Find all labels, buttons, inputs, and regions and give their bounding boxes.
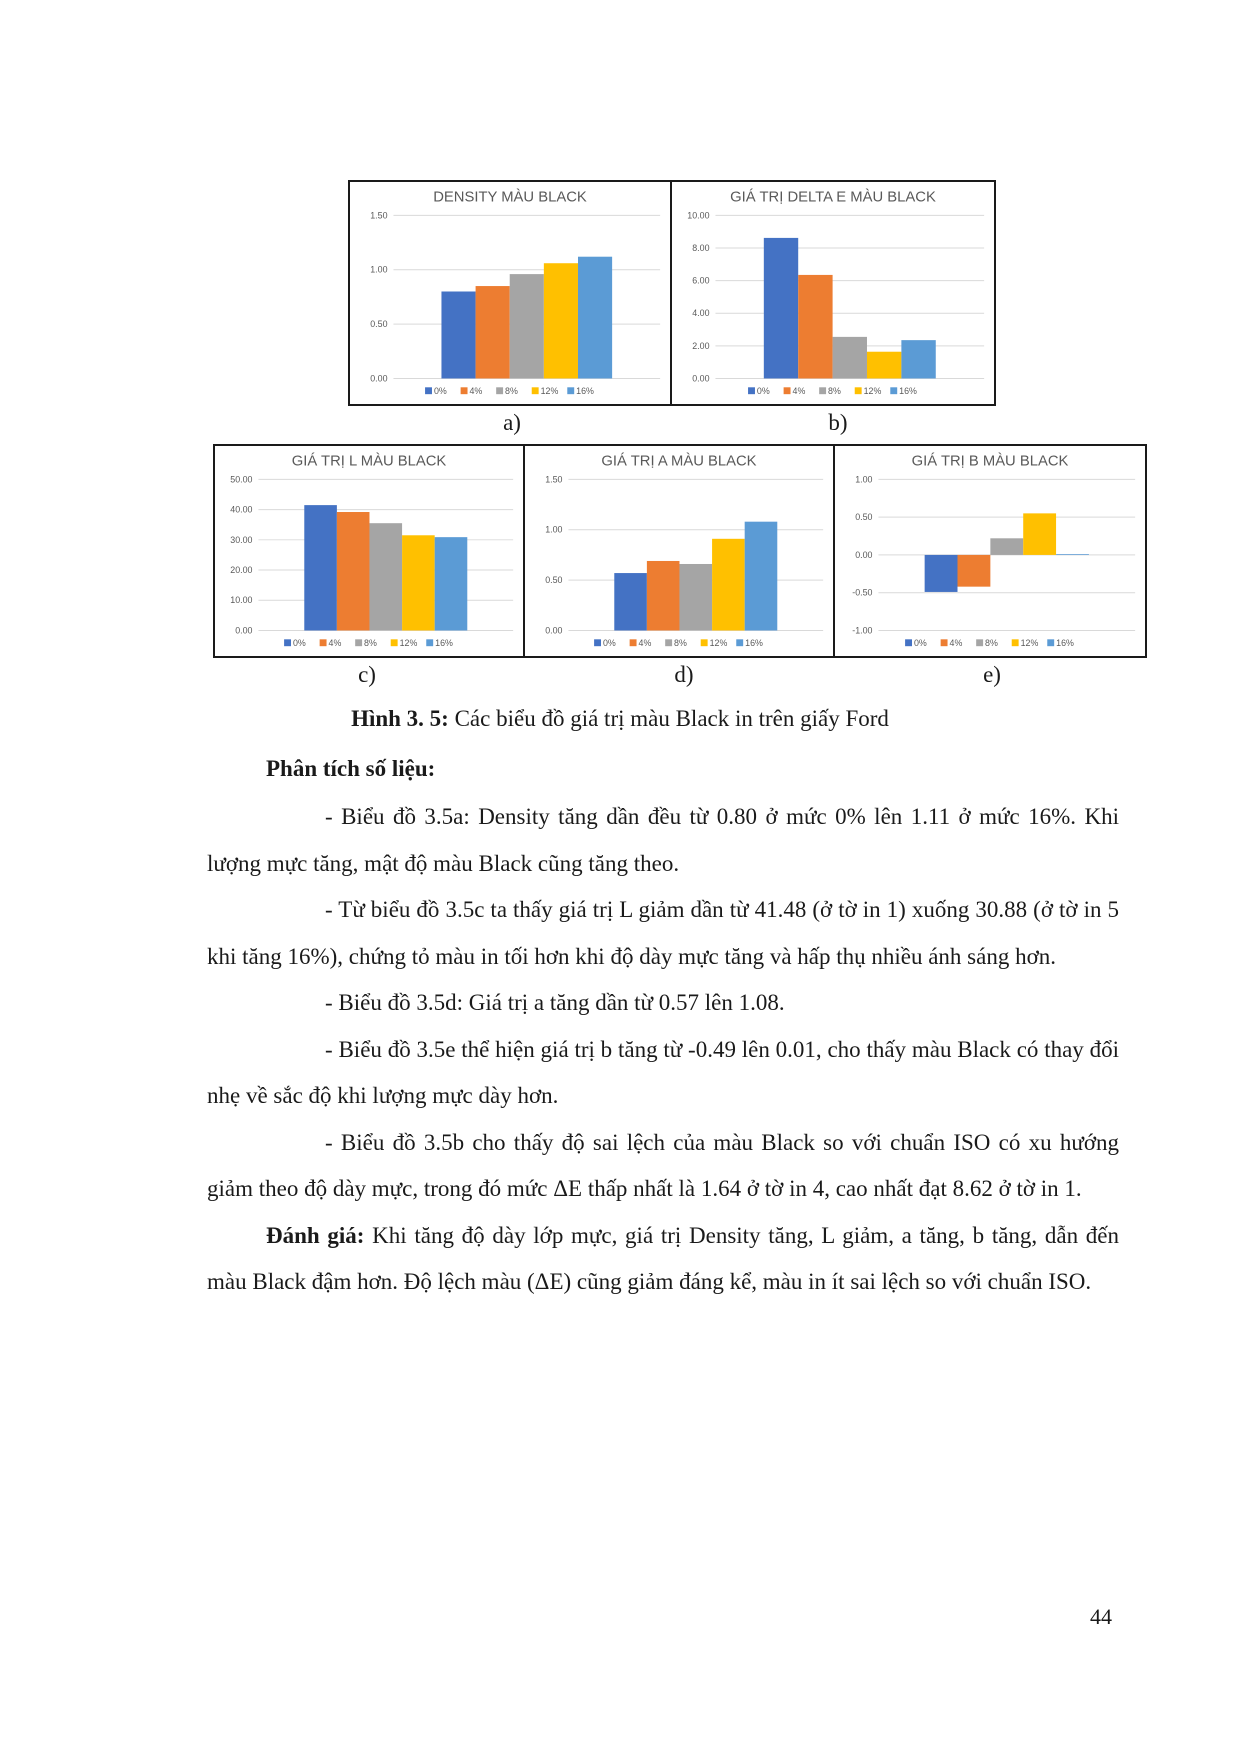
legend-swatch: [855, 387, 862, 394]
legend-swatch: [532, 387, 539, 394]
y-tick-label: 0.00: [855, 549, 873, 560]
bar-4pct: [798, 275, 832, 379]
bar-4pct: [337, 512, 370, 630]
legend-swatch: [425, 387, 432, 394]
y-tick-label: 6.00: [692, 275, 710, 286]
chart-d: [523, 444, 835, 658]
y-tick-label: 8.00: [692, 242, 710, 253]
legend-swatch: [284, 639, 291, 646]
legend-swatch: [701, 639, 708, 646]
legend-swatch: [426, 639, 433, 646]
chart-a: [348, 180, 672, 406]
evaluation-paragraph: [207, 1213, 1119, 1306]
legend-label: 16%: [745, 638, 763, 649]
legend-swatch: [496, 387, 503, 394]
legend-swatch: [594, 639, 601, 646]
bar-0pct: [304, 505, 337, 630]
y-tick-label: 30.00: [230, 534, 253, 545]
bar-16pct: [745, 522, 778, 631]
y-tick-label: 4.00: [692, 308, 710, 319]
y-tick-label: 0.00: [370, 373, 388, 384]
analysis-paragraph: - Từ biểu đồ 3.5c ta thấy giá trị L giảm dần từ 41.48 (ở tờ in 1) xuống 30.88 (ở tờ in 5 khi tăng 16%), chứng tỏ màu in tối hơn khi độ dày mực tăng và hấp thụ nhiều ánh sáng hơn.: [207, 897, 1119, 969]
legend-label: 4%: [792, 386, 806, 397]
y-tick-label: 1.50: [545, 474, 563, 485]
analysis-body: [207, 794, 1119, 1306]
evaluation-text: Khi tăng độ dày lớp mực, giá trị Density tăng, L giảm, a tăng, b tăng, dẫn đến màu Black đậm hơn. Độ lệch màu (ΔE) cũng giảm đáng kể, màu in ít sai lệch so với chuẩn ISO.: [207, 1222, 1119, 1294]
chart-title: GIÁ TRỊ A MÀU BLACK: [601, 453, 757, 470]
y-tick-label: 2.00: [692, 340, 710, 351]
legend-swatch: [391, 639, 398, 646]
y-tick-label: 0.00: [545, 625, 563, 636]
page-number: 44: [1090, 1604, 1112, 1629]
chart-e: [833, 444, 1147, 658]
bar-8pct: [369, 523, 402, 630]
y-tick-label: 1.00: [855, 474, 873, 485]
legend-label: 8%: [674, 638, 687, 649]
y-tick-label: 0.50: [545, 575, 563, 586]
y-tick-label: 0.50: [855, 512, 873, 523]
bar-12pct: [544, 263, 578, 378]
legend-label: 8%: [828, 386, 841, 397]
legend-label: 0%: [602, 638, 616, 649]
legend-label: 12%: [540, 386, 559, 397]
bar-0pct: [614, 573, 647, 630]
legend-label: 16%: [1056, 638, 1074, 649]
caption-prefix: Hình 3. 5:: [351, 706, 449, 731]
legend-label: 0%: [292, 638, 306, 649]
legend-swatch: [665, 639, 672, 646]
legend-swatch: [320, 639, 327, 646]
chart-d-svg: [525, 446, 833, 656]
legend-swatch: [784, 387, 791, 394]
bar-12pct: [1023, 513, 1056, 555]
y-tick-label: 0.50: [370, 319, 388, 330]
bar-0pct: [925, 555, 958, 592]
legend-swatch: [748, 387, 755, 394]
y-tick-label: 0.00: [692, 373, 710, 384]
evaluation-label: Đánh giá:: [266, 1222, 365, 1248]
y-tick-label: -1.00: [852, 625, 873, 636]
chart-title: DENSITY MÀU BLACK: [433, 189, 587, 206]
legend-label: 4%: [638, 638, 652, 649]
sublabel-a: a): [503, 410, 521, 435]
legend-swatch: [1047, 639, 1054, 646]
y-tick-label: 50.00: [230, 474, 253, 485]
bar-0pct: [441, 291, 475, 378]
sublabel-d: d): [674, 662, 694, 687]
chart-b: [670, 180, 996, 406]
sublabel-c: c): [358, 662, 376, 687]
legend-label: 8%: [364, 638, 377, 649]
legend-swatch: [890, 387, 897, 394]
bar-12pct: [712, 539, 745, 631]
figure-caption: [0, 706, 1240, 732]
legend-label: 16%: [899, 386, 917, 397]
chart-c-svg: [215, 446, 523, 656]
analysis-paragraph: - Biểu đồ 3.5e thể hiện giá trị b tăng từ -0.49 lên 0.01, cho thấy màu Black có thay đổi nhẹ về sắc độ khi lượng mực dày hơn.: [207, 1036, 1119, 1108]
y-tick-label: 40.00: [230, 504, 253, 515]
bar-4pct: [647, 561, 680, 631]
legend-label: 12%: [1020, 638, 1039, 649]
y-tick-label: 1.00: [545, 524, 563, 535]
analysis-paragraph: - Biểu đồ 3.5b cho thấy độ sai lệch của màu Black so với chuẩn ISO có xu hướng giảm theo độ dày mực, trong đó mức ΔE thấp nhất là 1.64 ở tờ in 4, cao nhất đạt 8.62 ở tờ in 1.: [207, 1129, 1119, 1201]
chart-title: GIÁ TRỊ B MÀU BLACK: [911, 453, 1069, 470]
legend-label: 16%: [576, 386, 594, 397]
legend-label: 0%: [433, 386, 447, 397]
bar-12pct: [867, 352, 901, 379]
legend-label: 16%: [435, 638, 453, 649]
legend-swatch: [567, 387, 574, 394]
chart-title: GIÁ TRỊ L MÀU BLACK: [291, 453, 447, 470]
y-tick-label: 20.00: [230, 565, 253, 575]
bar-16pct: [435, 537, 468, 630]
y-tick-label: 10.00: [230, 595, 253, 606]
bar-8pct: [833, 337, 867, 379]
legend-label: 12%: [863, 386, 882, 397]
bar-4pct: [476, 286, 510, 378]
bar-16pct: [578, 257, 612, 379]
legend-swatch: [630, 639, 637, 646]
legend-swatch: [941, 639, 948, 646]
bar-16pct: [1056, 554, 1089, 555]
legend-label: 12%: [399, 638, 418, 649]
legend-label: 4%: [469, 386, 483, 397]
bar-8pct: [990, 538, 1023, 555]
chart-c: [213, 444, 525, 658]
legend-swatch: [819, 387, 826, 394]
y-tick-label: 0.00: [235, 625, 253, 636]
sublabel-e: e): [983, 662, 1001, 687]
bar-4pct: [957, 555, 990, 587]
analysis-paragraph: - Biểu đồ 3.5a: Density tăng dần đều từ 0.80 ở mức 0% lên 1.11 ở mức 16%. Khi lượng mực tăng, mật độ màu Black cũng tăng theo.: [207, 804, 1119, 876]
sublabel-b: b): [828, 410, 848, 435]
legend-label: 8%: [985, 638, 998, 649]
legend-label: 4%: [949, 638, 963, 649]
y-tick-label: -0.50: [852, 587, 873, 598]
y-tick-label: 1.50: [370, 210, 388, 221]
chart-title: GIÁ TRỊ DELTA E MÀU BLACK: [730, 189, 936, 206]
bar-8pct: [679, 564, 712, 630]
legend-swatch: [461, 387, 468, 394]
legend-label: 12%: [709, 638, 728, 649]
legend-label: 8%: [505, 386, 518, 397]
legend-swatch: [905, 639, 912, 646]
analysis-paragraph: - Biểu đồ 3.5d: Giá trị a tăng dần từ 0.57 lên 1.08.: [325, 990, 785, 1015]
y-tick-label: 1.00: [370, 264, 388, 275]
bar-0pct: [764, 238, 798, 379]
legend-swatch: [1012, 639, 1019, 646]
legend-label: 4%: [328, 638, 342, 649]
analysis-heading: Phân tích số liệu:: [266, 756, 436, 781]
chart-a-svg: [350, 182, 670, 404]
chart-e-svg: [835, 446, 1145, 656]
legend-label: 0%: [756, 386, 770, 397]
y-tick-label: 10.00: [687, 210, 710, 221]
chart-b-svg: [672, 182, 994, 404]
legend-swatch: [736, 639, 743, 646]
bar-12pct: [402, 535, 435, 630]
legend-swatch: [976, 639, 983, 646]
bar-16pct: [901, 340, 935, 378]
legend-label: 0%: [913, 638, 927, 649]
legend-swatch: [355, 639, 362, 646]
bar-8pct: [510, 274, 544, 378]
caption-text: Các biểu đồ giá trị màu Black in trên giấy Ford: [448, 706, 889, 731]
